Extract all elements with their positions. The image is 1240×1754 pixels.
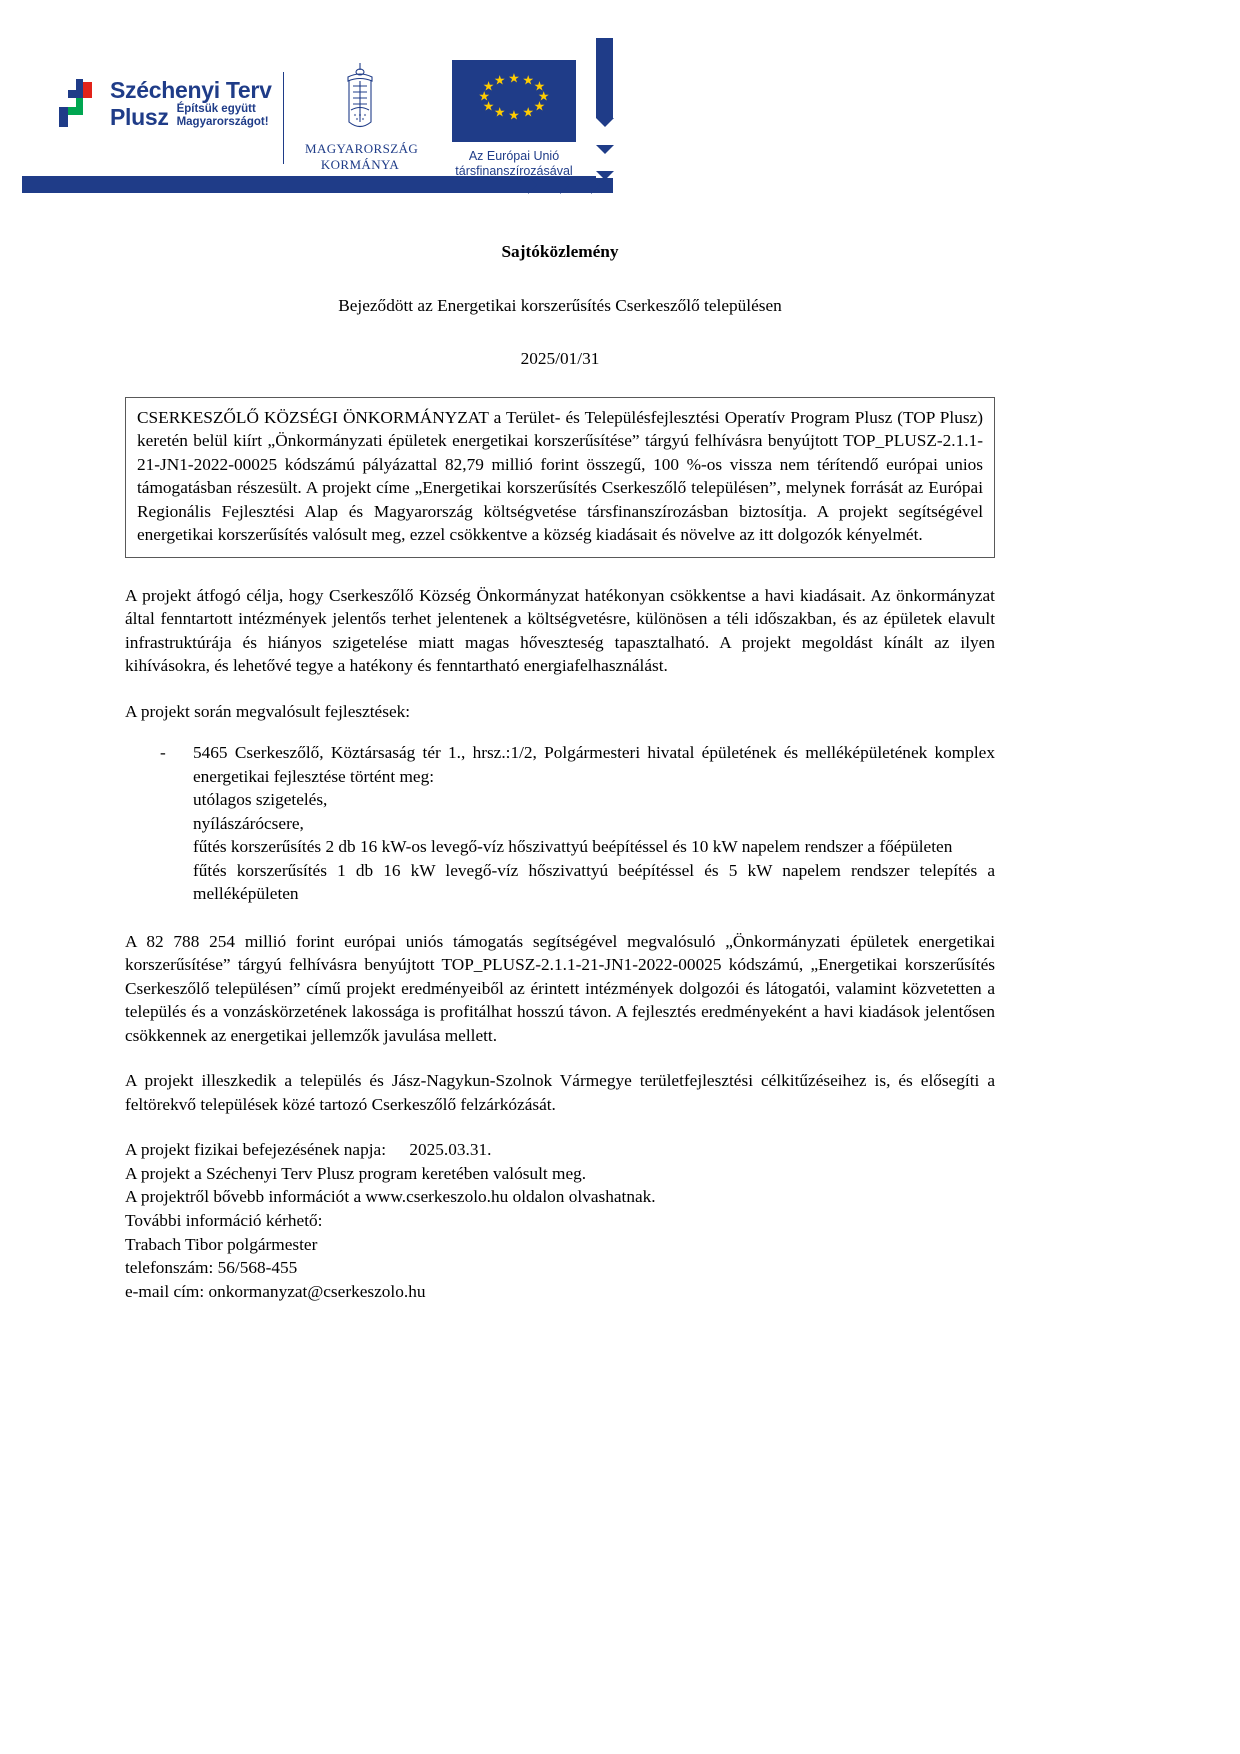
logo-divider (283, 72, 284, 164)
contact-person: Trabach Tibor polgármester (125, 1234, 318, 1254)
szechenyi-terv-plusz-logo (55, 78, 272, 130)
government-line2: KORMÁNYA (320, 157, 400, 172)
paragraph-project-results: A 82 788 254 millió forint európai uniós támogatás segítségével megvalósuló „Önkormányzati épületek energetikai korszerűsítése” tárgyú felhívásra benyújtott TOP_PLUSZ-2.1.1-21-JN1-2022-00025 kódszámú, „Energetikai korszerűsítés Cserkeszőlő településen” című projekt eredményeiből az érintett intézmények dolgozói és látogatói, valamint közvetetten a település és a vonzáskörzetének lakossága is profitálhat hosszú távon. A fejlesztés eredményeként a havi kiadások jelentősen csökkennek az energetikai jellemzők javulása mellett. (125, 931, 995, 1045)
more-info-label: További információ kérhető: (125, 1210, 323, 1230)
document-body (125, 240, 995, 1303)
chevron-down-icon (596, 145, 614, 154)
hungary-coat-of-arms-icon (331, 60, 389, 136)
paragraph-regional-fit: A projekt illeszkedik a település és Jász-Nagykun-Szolnok Vármegye területfejlesztési célkitűzéseihez is, és elősegíti a feltörekvő települések közé tartozó Cserkeszőlő felzárkózását. (125, 1071, 995, 1114)
completion-date-value: 2025.03.31. (409, 1140, 492, 1160)
list-subitem: utólagos szigetelés, (193, 790, 328, 810)
press-release-title: Sajtóközlemény (501, 242, 619, 261)
header-banner (0, 0, 1240, 215)
email-line: e-mail cím: onkormanyzat@cserkeszolo.hu (125, 1281, 426, 1301)
paragraph-project-goal: A projekt átfogó célja, hogy Cserkeszőlő Község Önkormányzat hatékonyan csökkentse a havi kiadásait. Az önkormányzat által fenntartott intézmények jelentős terhet jelentenek a költségvetésre, különösen a téli időszakban, és az épületek elavult infrastruktúrája és hiányos szigetelése miatt magas hőveszteség tapasztalható. A projekt megoldást kínált az ilyen kihívásokra, és lehetővé tegye a hatékony és fenntartható energiafelhasználást. (125, 585, 995, 676)
european-union-logo (434, 60, 594, 179)
list-subitem: nyílászárócsere, (193, 813, 304, 833)
szechenyi-mark-icon (55, 78, 101, 130)
callout-summary-box: CSERKESZŐLŐ KÖZSÉGI ÖNKORMÁNYZAT a Terület- és Településfejlesztési Operatív Program Plusz (TOP Plusz) keretén belül kiírt „Önkormányzati épületek energetikai korszerűsítése” tárgyú felhívásra benyújtott TOP_PLUSZ-2.1.1-21-JN1-2022-00025 kódszámú pályázattal 82,79 millió forint összegű, 100 %-os vissza nem térítendő európai unios támogatásban részesült. A projekt címe „Energetikai korszerűsítés Cserkeszőlő településen”, melynek forrását az Európai Regionális Fejlesztési Alap és Magyarország költségvetése társfinanszírozásban biztosítja. A projekt segítségével energetikai korszerűsítés valósult meg, ezzel csökkentve a község kiadásait és növelve az itt dolgozók kényelmét. (125, 397, 995, 558)
szechenyi-line2: Plusz (110, 104, 169, 130)
list-item-lead-text: 5465 Cserkeszőlő, Köztársaság tér 1., hrsz.:1/2, Polgármesteri hivatal épületének és melléképületének komplex energetikai fejlesztése történt meg: (193, 743, 995, 786)
website-line: A projektről bővebb információt a www.cserkeszolo.hu oldalon olvashatnak. (125, 1187, 656, 1207)
szechenyi-tagline (177, 103, 269, 130)
szechenyi-tagline-1: Építsük együtt (176, 103, 256, 115)
chevron-down-icon (596, 118, 614, 127)
eu-line2: társfinanszírozásával (455, 164, 573, 178)
developments-list-item (125, 741, 995, 906)
hungary-government-logo (305, 60, 419, 173)
szechenyi-line1: Széchenyi Terv (110, 77, 272, 103)
completion-date-label: A projekt fizikai befejezésének napja: (125, 1140, 387, 1160)
szechenyi-tagline-2: Magyarországot! (176, 116, 269, 128)
program-line: A projekt a Széchenyi Terv Plusz program keretében valósult meg. (125, 1163, 587, 1183)
contact-information-block (125, 1138, 995, 1303)
phone-line: telefonszám: 56/568-455 (125, 1258, 298, 1278)
list-bullet-marker: - (160, 743, 166, 763)
chevron-down-icon-group (592, 118, 618, 180)
eu-line1: Az Európai Unió (468, 149, 560, 163)
eu-flag-icon: ★ ★ ★ ★ ★ ★ ★ ★ ★ ★ ★ ★ (452, 60, 576, 142)
completion-date-line (125, 1138, 995, 1162)
press-release-date: 2025/01/31 (520, 349, 600, 369)
list-subitem: fűtés korszerűsítés 1 db 16 kW levegő-víz hőszivattyú beépítéssel és 5 kW napelem rendszer telepítés a melléképületen (193, 860, 995, 904)
developments-list-intro: A projekt során megvalósult fejlesztések: (125, 701, 411, 721)
szechenyi-wordmark (110, 78, 272, 130)
list-subitem: fűtés korszerűsítés 2 db 16 kW-os levegő-víz hőszivattyú beépítéssel és 10 kW napelem rendszer a főépületen (193, 837, 953, 857)
press-release-subtitle: Bejeződött az Energetikai korszerűsítés Cserkeszőlő településen (338, 295, 782, 315)
government-line1: MAGYARORSZÁG (305, 141, 419, 156)
